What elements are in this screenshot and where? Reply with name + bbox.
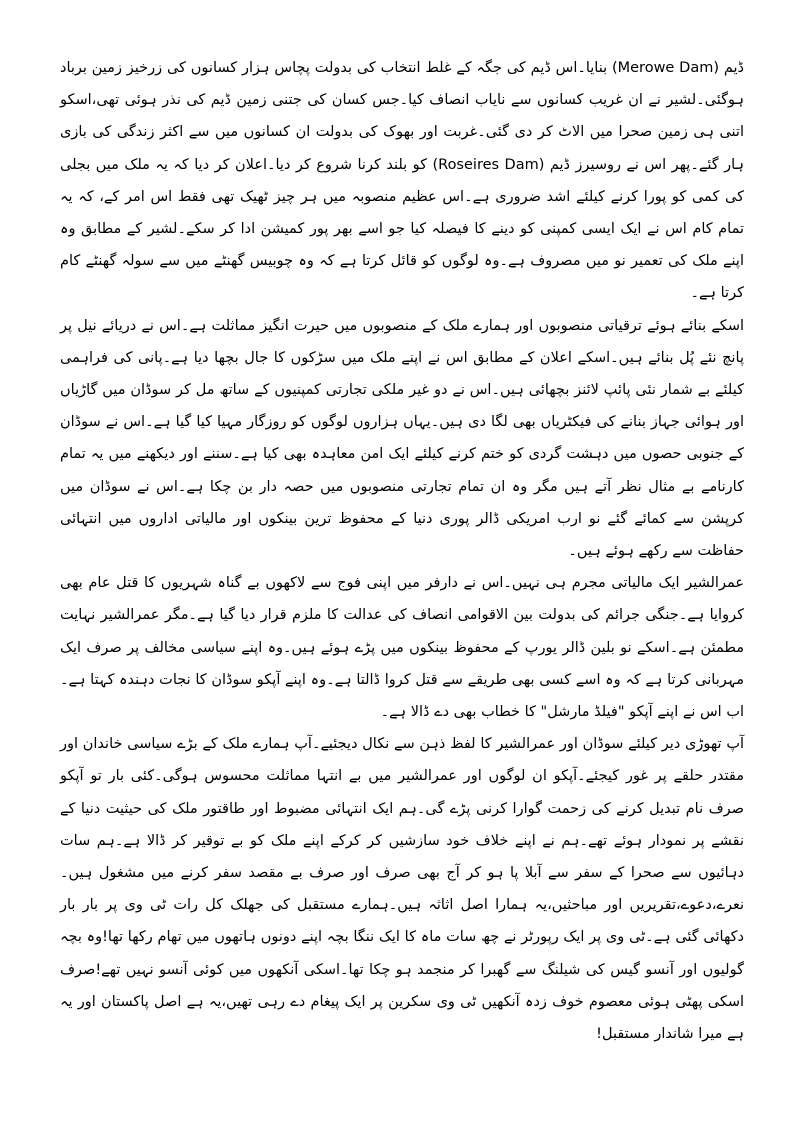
paragraph-development-projects: اسکے بنائے ہوئے ترقیاتی منصوبوں اور ہمارے ملک کے منصوبوں میں حیرت انگیز مماثلت ہے۔اس نے دریائے نیل پر پانچ نئے پُل بنائے ہیں۔اسکے اعلان کے مطابق اس نے اپنے ملک میں سڑکوں کا جال بچھا دیا ہے۔پانی کی فراہمی کیلئے بے شمار نئی پائپ لائنز بچھائی ہیں۔اس نے دو غیر ملکی تجارتی کمپنیوں کے ساتھ مل کر سوڈان میں گاڑیاں اور ہوائی جہاز بنانے کی فیکٹریاں بھی لگا دی ہیں۔یہاں ہزاروں لوگوں کو روزگار مہیا کیا گیا ہے۔اس نے سوڈان کے جنوبی حصوں میں دہشت گردی کو ختم کرنے کیلئے ایک امن معاہدہ بھی کیا ہے۔سننے اور دیکھنے میں یہ تمام کارنامے بے مثال نظر آتے ہیں مگر وہ ان تمام تجارتی منصوبوں میں حصہ دار بن چکا ہے۔اس نے سوڈان میں کرپشن سے کمائے گئے نو ارب امریکی ڈالر پوری دنیا کے محفوظ ترین بینکوں اور مالیاتی اداروں میں انتہائی حفاظت سے رکھے ہوئے ہیں۔: [60, 317, 744, 560]
paragraph-war-crimes: عمرالشیر ایک مالیاتی مجرم ہی نہیں۔اس نے دارفر میں اپنی فوج سے لاکھوں بے گناہ شہریوں کا قتل عام بھی کروایا ہے۔جنگی جرائم کی بدولت بین الاقوامی انصاف کی عدالت کا ملزم قرار دیا گیا ہے۔مگر عمرالشیر نہایت مطمئن ہے۔اسکے نو بلین ڈالر یورپ کے محفوظ بینکوں میں پڑے ہوئے ہیں۔وہ اپنے سیاسی مخالف پر صرف ایک مہربانی کرتا ہے کہ وہ اسے کسی بھی طریقے سے قتل کروا ڈالتا ہے۔وہ اپنے آپکو سوڈان کا نجات دہندہ کہتا ہے۔اب اس نے اپنے آپکو "فیلڈ مارشل" کا خطاب بھی دے ڈالا ہے۔: [60, 575, 744, 721]
article-body: [60, 52, 744, 1050]
paragraph-comparison: آپ تھوڑی دیر کیلئے سوڈان اور عمرالشیر کا لفظ ذہن سے نکال دیجئیے۔آپ ہمارے ملک کے بڑے سیاسی خاندان اور مقتدر حلقے پر غور کیجئے۔آپکو ان لوگوں اور عمرالشیر میں بے انتہا مماثلت محسوس ہوگی۔کئی بار تو آپکو صرف نام تبدیل کرنے کی زحمت گوارا کرنی پڑے گی۔ہم ایک انتہائی مضبوط اور طاقتور ملک کی حیثیت دنیا کے نقشے پر نمودار ہوئے تھے۔ہم نے اپنے خلاف خود سازشیں کر کرکے اپنے ملک کو بے توقیر کر ڈالا ہے۔ہم سات دہائیوں سے صحرا کے سفر سے آبلا پا ہو کر آج بھی صرف اور صرف بے مقصد سفر کرنے میں مشغول ہیں۔نعرے،دعوے،تقریریں اور مباحثیں،یہ ہمارا اصل اثاثہ ہیں۔ہمارے مستقبل کی جھلک کل رات ٹی وی پر بار بار دکھائی گئی ہے۔ٹی وی پر ایک رپورٹر نے چھ سات ماہ کا ایک ننگا بچہ اپنے دونوں ہاتھوں میں تھام رکھا تھا!وہ بچہ گولیوں اور آنسو گیس کی شیلنگ سے گھبرا کر منجمد ہو چکا تھا۔اسکی آنکھوں میں کوئی آنسو نہیں تھے!صرف اسکی پھٹی ہوئی معصوم خوف زدہ آنکھیں ٹی وی سکرین پر ایک پیغام دے رہی تھیں،یہ ہے اصل پاکستان اور یہ ہے میرا شاندار مستقبل!: [60, 736, 745, 1043]
paragraph-dams: ڈیم (Merowe Dam) بنایا۔اس ڈیم کی جگہ کے غلط انتخاب کی بدولت پچاس ہزار کسانوں کی زرخیز زمین برباد ہوگئی۔لشیر نے ان غریب کسانوں سے نایاب انصاف کیا۔جس کسان کی جتنی زمین ڈیم کی نذر ہوئی تھی،اسکو اتنی ہی زمین صحرا میں الاٹ کر دی گئی۔غربت اور بھوک کی بدولت ان کسانوں میں سے اکثر زندگی کی بازی ہار گئے۔پھر اس نے روسیرز ڈیم (Roseires Dam) کو بلند کرنا شروع کر دیا۔اعلان کر دیا کہ یہ ملک میں بجلی کی کمی کو پورا کرنے کیلئے اشد ضروری ہے۔اس عظیم منصوبہ میں ہر چیز ٹھیک تھی فقط اس امر کے، کہ یہ تمام کام اس نے ایک ایسی کمپنی کو دینے کا فیصلہ کیا جو اسے بھر پور کمیشن ادا کر سکے۔لشیر کے مطابق وہ اپنے ملک کی تعمیر نو میں مصروف ہے۔وہ لوگوں کو قائل کرتا ہے کہ وہ چوبیس گھنٹے میں سے سولہ گھنٹے کام کرتا ہے۔: [60, 60, 744, 302]
